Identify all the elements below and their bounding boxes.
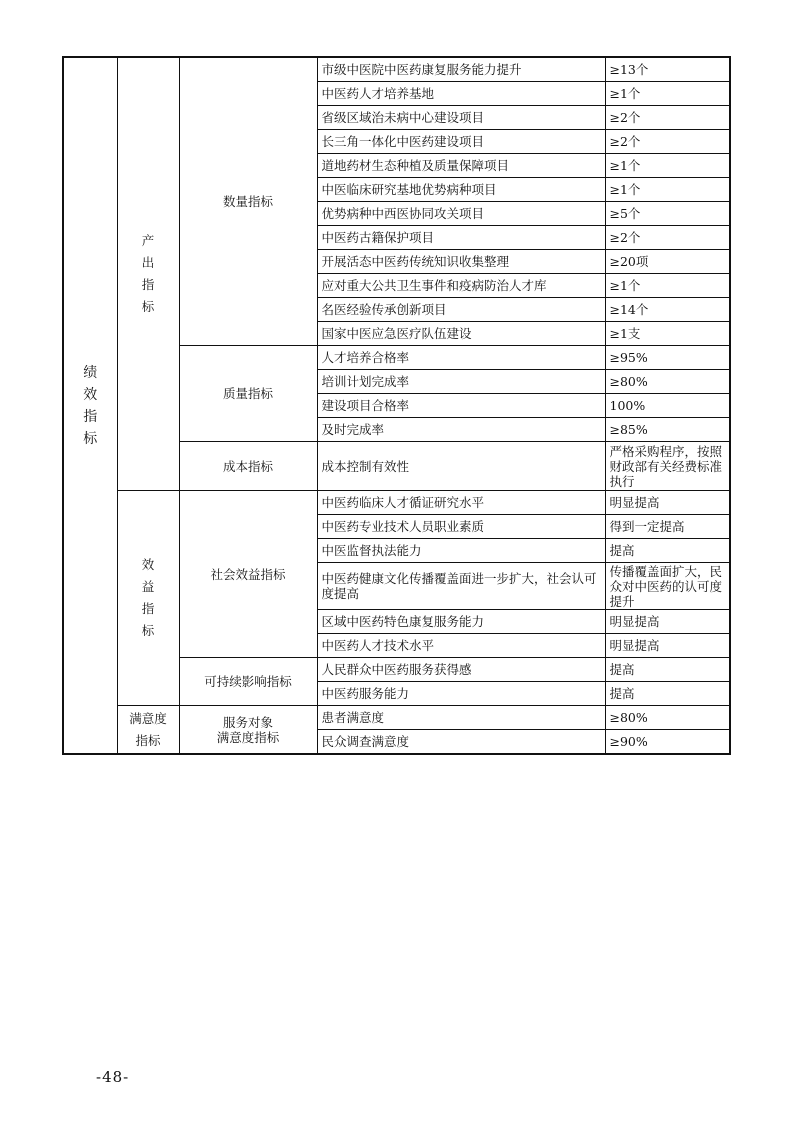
indicator-name-cell: 中医药人才技术水平 [317,634,605,658]
indicator-value-cell: ≥95% [605,346,730,370]
indicator-value-cell: ≥90% [605,730,730,755]
indicator-name-cell: 优势病种中西医协同攻关项目 [317,202,605,226]
indicator-name-cell: 中医药古籍保护项目 [317,226,605,250]
indicator-value-cell: 明显提高 [605,634,730,658]
indicator-name-cell: 名医经验传承创新项目 [317,298,605,322]
indicator-value-cell: 明显提高 [605,491,730,515]
indicator-name-cell: 区域中医药特色康复服务能力 [317,610,605,634]
indicator-value-cell: ≥2个 [605,130,730,154]
indicator-name-cell: 长三角一体化中医药建设项目 [317,130,605,154]
level3-indicator-cell: 服务对象 满意度指标 [179,706,317,755]
indicator-value-cell: ≥2个 [605,226,730,250]
indicator-value-cell: ≥1个 [605,154,730,178]
indicator-name-cell: 民众调查满意度 [317,730,605,755]
indicator-name-cell: 省级区域治未病中心建设项目 [317,106,605,130]
indicator-value-cell: ≥80% [605,706,730,730]
indicator-name-cell: 中医药人才培养基地 [317,82,605,106]
indicator-value-cell: 传播覆盖面扩大，民众对中医药的认可度提升 [605,563,730,610]
indicator-value-cell: 提高 [605,682,730,706]
table-row [63,57,730,82]
indicator-name-cell: 中医监督执法能力 [317,539,605,563]
indicator-value-cell: ≥85% [605,418,730,442]
indicator-name-cell: 开展活态中医药传统知识收集整理 [317,250,605,274]
indicator-value-cell: ≥1个 [605,274,730,298]
indicator-name-cell: 患者满意度 [317,706,605,730]
indicator-value-cell: 提高 [605,539,730,563]
level3-indicator-cell: 质量指标 [179,346,317,442]
indicator-name-cell: 人才培养合格率 [317,346,605,370]
indicator-value-cell: ≥5个 [605,202,730,226]
indicator-name-cell: 及时完成率 [317,418,605,442]
table-body [63,57,730,754]
level2-indicator-cell: 产 出 指 标 [117,57,179,491]
indicator-name-cell: 中医药健康文化传播覆盖面进一步扩大，社会认可度提高 [317,563,605,610]
indicator-value-cell: 明显提高 [605,610,730,634]
indicator-value-cell: 得到一定提高 [605,515,730,539]
indicator-value-cell: ≥80% [605,370,730,394]
indicator-name-cell: 中医药服务能力 [317,682,605,706]
level3-indicator-cell: 数量指标 [179,57,317,346]
indicator-name-cell: 国家中医应急医疗队伍建设 [317,322,605,346]
indicator-value-cell: ≥20项 [605,250,730,274]
table-row [63,491,730,515]
indicator-name-cell: 应对重大公共卫生事件和疫病防治人才库 [317,274,605,298]
table-row [63,706,730,730]
indicator-name-cell: 市级中医院中医药康复服务能力提升 [317,57,605,82]
indicator-value-cell: 提高 [605,658,730,682]
level3-indicator-cell: 成本指标 [179,442,317,491]
indicator-value-cell: ≥2个 [605,106,730,130]
indicator-name-cell: 成本控制有效性 [317,442,605,491]
indicator-value-cell: ≥1个 [605,82,730,106]
page-number: -48- [96,1068,130,1086]
indicator-name-cell: 中医药专业技术人员职业素质 [317,515,605,539]
indicator-name-cell: 培训计划完成率 [317,370,605,394]
level2-indicator-cell: 效 益 指 标 [117,491,179,706]
level3-indicator-cell: 可持续影响指标 [179,658,317,706]
indicator-value-cell: 100% [605,394,730,418]
indicator-value-cell: 严格采购程序，按照财政部有关经费标准执行 [605,442,730,491]
indicator-value-cell: ≥13个 [605,57,730,82]
indicator-name-cell: 中医药临床人才循证研究水平 [317,491,605,515]
indicator-name-cell: 道地药材生态种植及质量保障项目 [317,154,605,178]
level1-indicator-cell: 绩 效 指 标 [63,57,117,754]
level2-indicator-cell: 满意度 指标 [117,706,179,755]
indicator-name-cell: 中医临床研究基地优势病种项目 [317,178,605,202]
indicator-value-cell: ≥14个 [605,298,730,322]
indicator-name-cell: 建设项目合格率 [317,394,605,418]
indicator-name-cell: 人民群众中医药服务获得感 [317,658,605,682]
indicator-value-cell: ≥1支 [605,322,730,346]
level3-indicator-cell: 社会效益指标 [179,491,317,658]
performance-indicator-table [62,56,731,755]
indicator-value-cell: ≥1个 [605,178,730,202]
